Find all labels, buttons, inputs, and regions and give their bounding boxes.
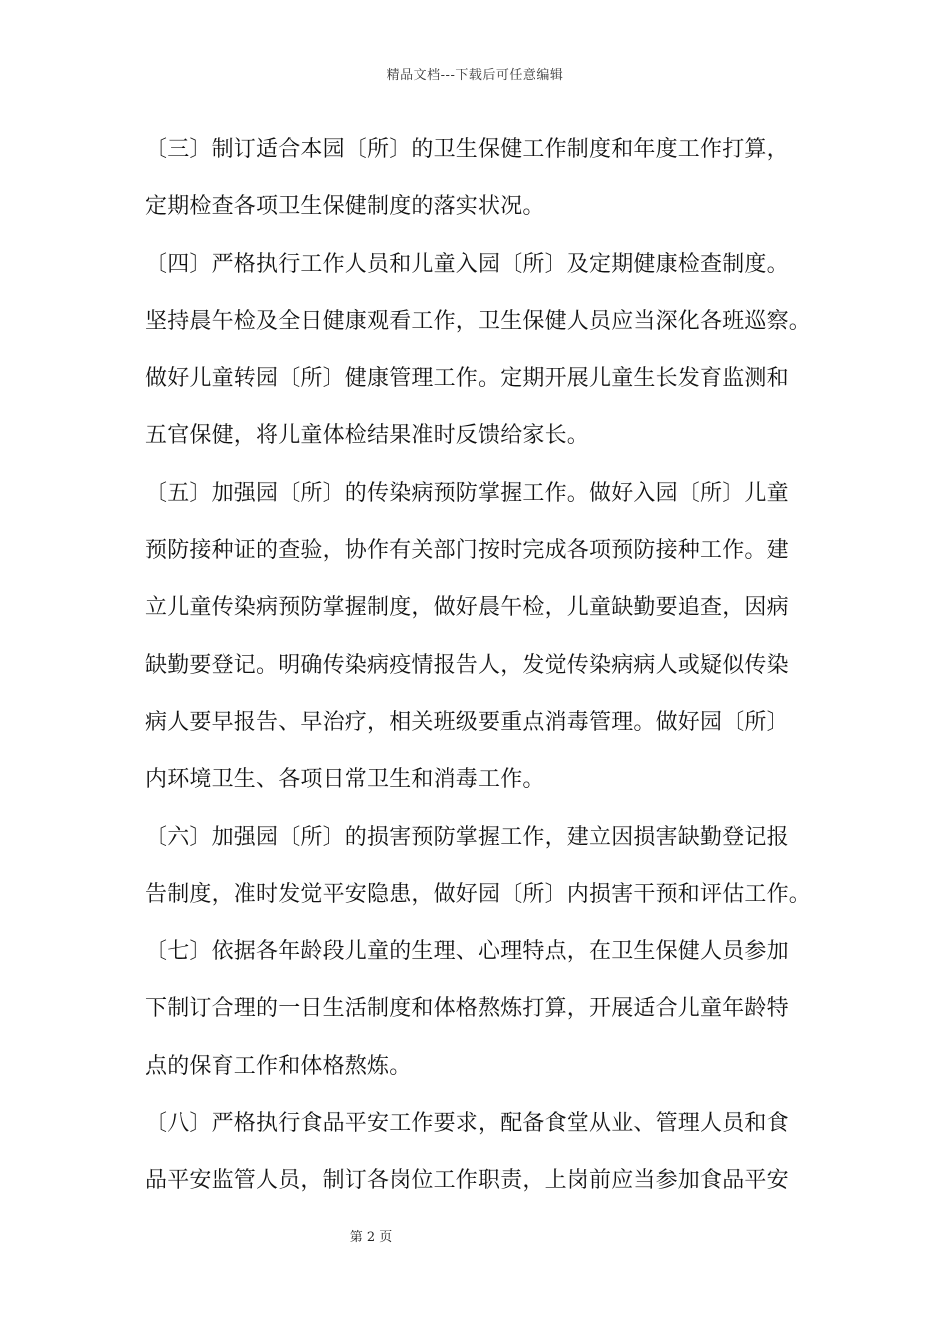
body-line: 立儿童传染病预防掌握制度，做好晨午检，儿童缺勤要追查，因病 (145, 595, 789, 621)
body-line: 内环境卫生、各项日常卫生和消毒工作。 (145, 767, 545, 793)
body-line: 下制订合理的一日生活制度和体格熬炼打算，开展适合儿童年龄特 (145, 996, 789, 1022)
page-header: 精品文档---下载后可任意编辑 (386, 68, 564, 83)
body-line: 坚持晨午检及全日健康观看工作，卫生保健人员应当深化各班巡察。 (145, 308, 812, 334)
document-body (145, 128, 815, 1217)
body-line: 〔四〕严格执行工作人员和儿童入园〔所〕及定期健康检查制度。 (145, 251, 789, 277)
body-line: 病人要早报告、早治疗，相关班级要重点消毒管理。做好园〔所〕 (145, 709, 789, 735)
body-line: 〔三〕制订适合本园〔所〕的卫生保健工作制度和年度工作打算， (145, 137, 789, 162)
body-line: 做好儿童转园〔所〕健康管理工作。定期开展儿童生长发育监测和 (145, 366, 789, 392)
body-line: 五官保健，将儿童体检结果准时反馈给家长。 (145, 423, 590, 449)
body-line: 定期检查各项卫生保健制度的落实状况。 (145, 194, 545, 220)
body-line: 品平安监管人员，制订各岗位工作职责，上岗前应当参加食品平安 (145, 1168, 789, 1194)
body-line: 〔八〕严格执行食品平安工作要求，配备食堂从业、管理人员和食 (145, 1111, 789, 1137)
body-line: 预防接种证的查验，协作有关部门按时完成各项预防接种工作。建 (145, 538, 789, 564)
body-line: 告制度，准时发觉平安隐患，做好园〔所〕内损害干预和评估工作。 (145, 881, 812, 907)
body-line: 〔五〕加强园〔所〕的传染病预防掌握工作。做好入园〔所〕儿童 (145, 480, 789, 506)
body-line: 点的保育工作和体格熬炼。 (145, 1053, 412, 1079)
body-line: 〔六〕加强园〔所〕的损害预防掌握工作，建立因损害缺勤登记报 (145, 824, 789, 850)
body-line: 缺勤要登记。明确传染病疫情报告人，发觉传染病病人或疑似传染 (145, 652, 789, 678)
body-line: 〔七〕依据各年龄段儿童的生理、心理特点，在卫生保健人员参加 (145, 939, 789, 965)
page-number: 第 2 页 (349, 1230, 393, 1245)
